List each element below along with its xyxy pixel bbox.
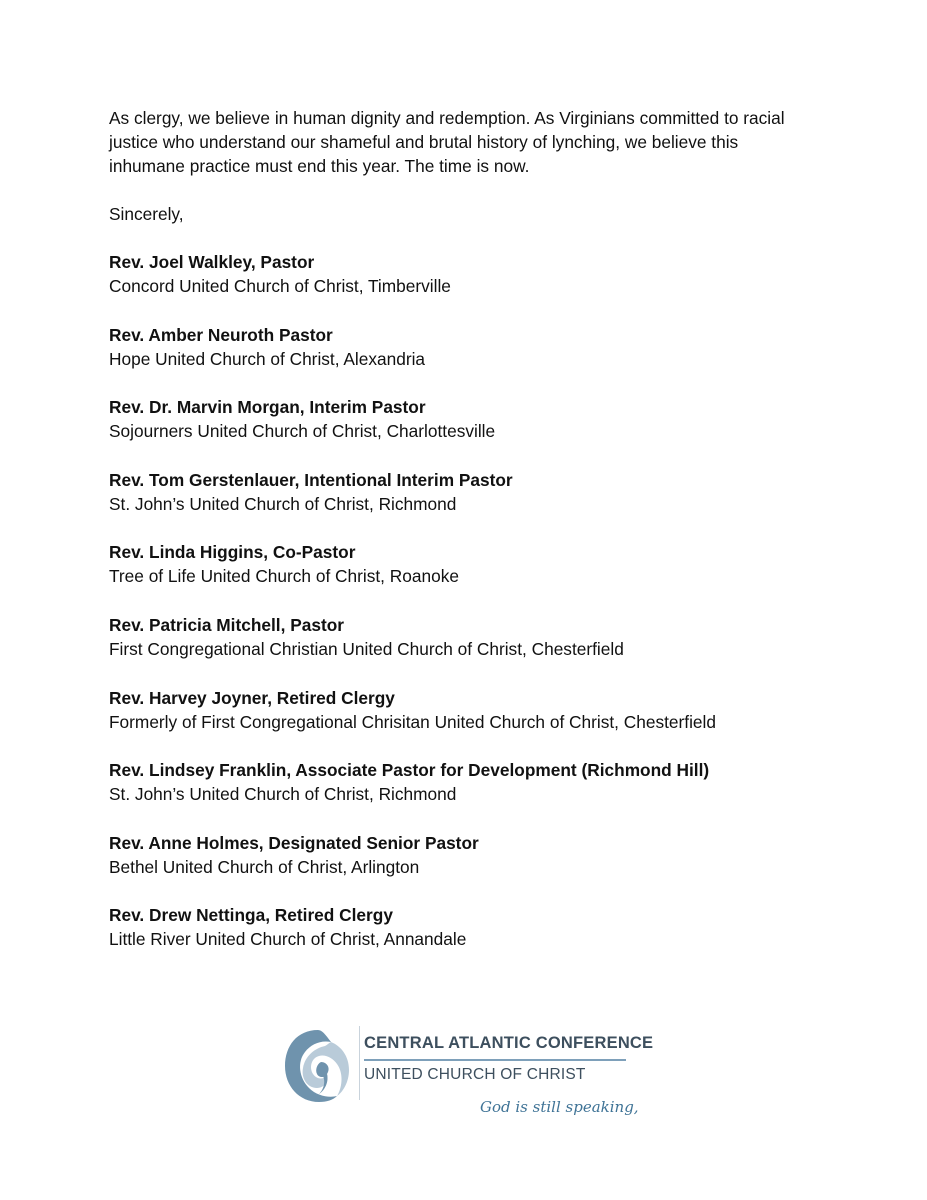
signatory-name: Rev. Dr. Marvin Morgan, Interim Pastor — [109, 397, 426, 418]
intro-paragraph: As clergy, we believe in human dignity and redemption. As Virginians committed to racial justice who understand our shameful and brutal history of lynching, we believe this inhumane practice must end this year. The time is now. — [109, 108, 785, 176]
signatory-item — [109, 250, 809, 323]
closing-salutation: Sincerely, — [109, 204, 184, 224]
signatory-name: Rev. Lindsey Franklin, Associate Pastor for Development (Richmond Hill) — [109, 760, 710, 781]
signatory-church: Little River United Church of Christ, Annandale — [109, 929, 467, 950]
signatory-church: Concord United Church of Christ, Timberville — [109, 276, 451, 296]
swirl-logo-icon — [281, 1024, 355, 1108]
signatory-name: Rev. Tom Gerstenlauer, Intentional Interim Pastor — [109, 469, 513, 490]
logo-rule — [364, 1059, 626, 1061]
signatory-church: Bethel United Church of Christ, Arlington — [109, 856, 420, 877]
signatory-item — [109, 686, 809, 759]
signatory-name: Rev. Anne Holmes, Designated Senior Pastor — [109, 832, 479, 853]
signatory-church: Formerly of First Congregational Chrisitan United Church of Christ, Chesterfield — [109, 711, 716, 732]
logo-denomination: UNITED CHURCH OF CHRIST — [364, 1066, 586, 1083]
logo-conference-name: CENTRAL ATLANTIC CONFERENCE — [364, 1034, 654, 1052]
logo-divider — [359, 1026, 360, 1100]
signatory-item — [109, 903, 809, 976]
signatory-name: Rev. Drew Nettinga, Retired Clergy — [109, 905, 393, 926]
signatory-item — [109, 613, 809, 686]
signatory-name: Rev. Patricia Mitchell, Pastor — [109, 614, 344, 635]
signatory-item — [109, 323, 809, 396]
conference-logo — [277, 1012, 654, 1132]
letter-body — [109, 106, 809, 976]
signatory-item — [109, 468, 809, 541]
signatory-church: Sojourners United Church of Christ, Charlottesville — [109, 421, 496, 442]
signatory-church: St. John’s United Church of Christ, Richmond — [109, 493, 457, 514]
signatory-item — [109, 540, 809, 613]
signatory-church: Hope United Church of Christ, Alexandria — [109, 348, 426, 369]
signatory-list — [109, 250, 809, 976]
signatory-item — [109, 831, 809, 904]
signatory-name: Rev. Harvey Joyner, Retired Clergy — [109, 687, 395, 708]
signatory-church: St. John’s United Church of Christ, Richmond — [109, 784, 457, 805]
signatory-name: Rev. Linda Higgins, Co-Pastor — [109, 542, 356, 563]
signatory-name: Rev. Joel Walkley, Pastor — [109, 252, 315, 272]
signatory-church: First Congregational Christian United Church of Christ, Chesterfield — [109, 638, 624, 659]
signatory-item — [109, 395, 809, 468]
signatory-item — [109, 758, 809, 831]
signatory-church: Tree of Life United Church of Christ, Roanoke — [109, 566, 459, 587]
logo-tagline: God is still speaking, — [480, 1098, 639, 1116]
signatory-name: Rev. Amber Neuroth Pastor — [109, 324, 333, 345]
